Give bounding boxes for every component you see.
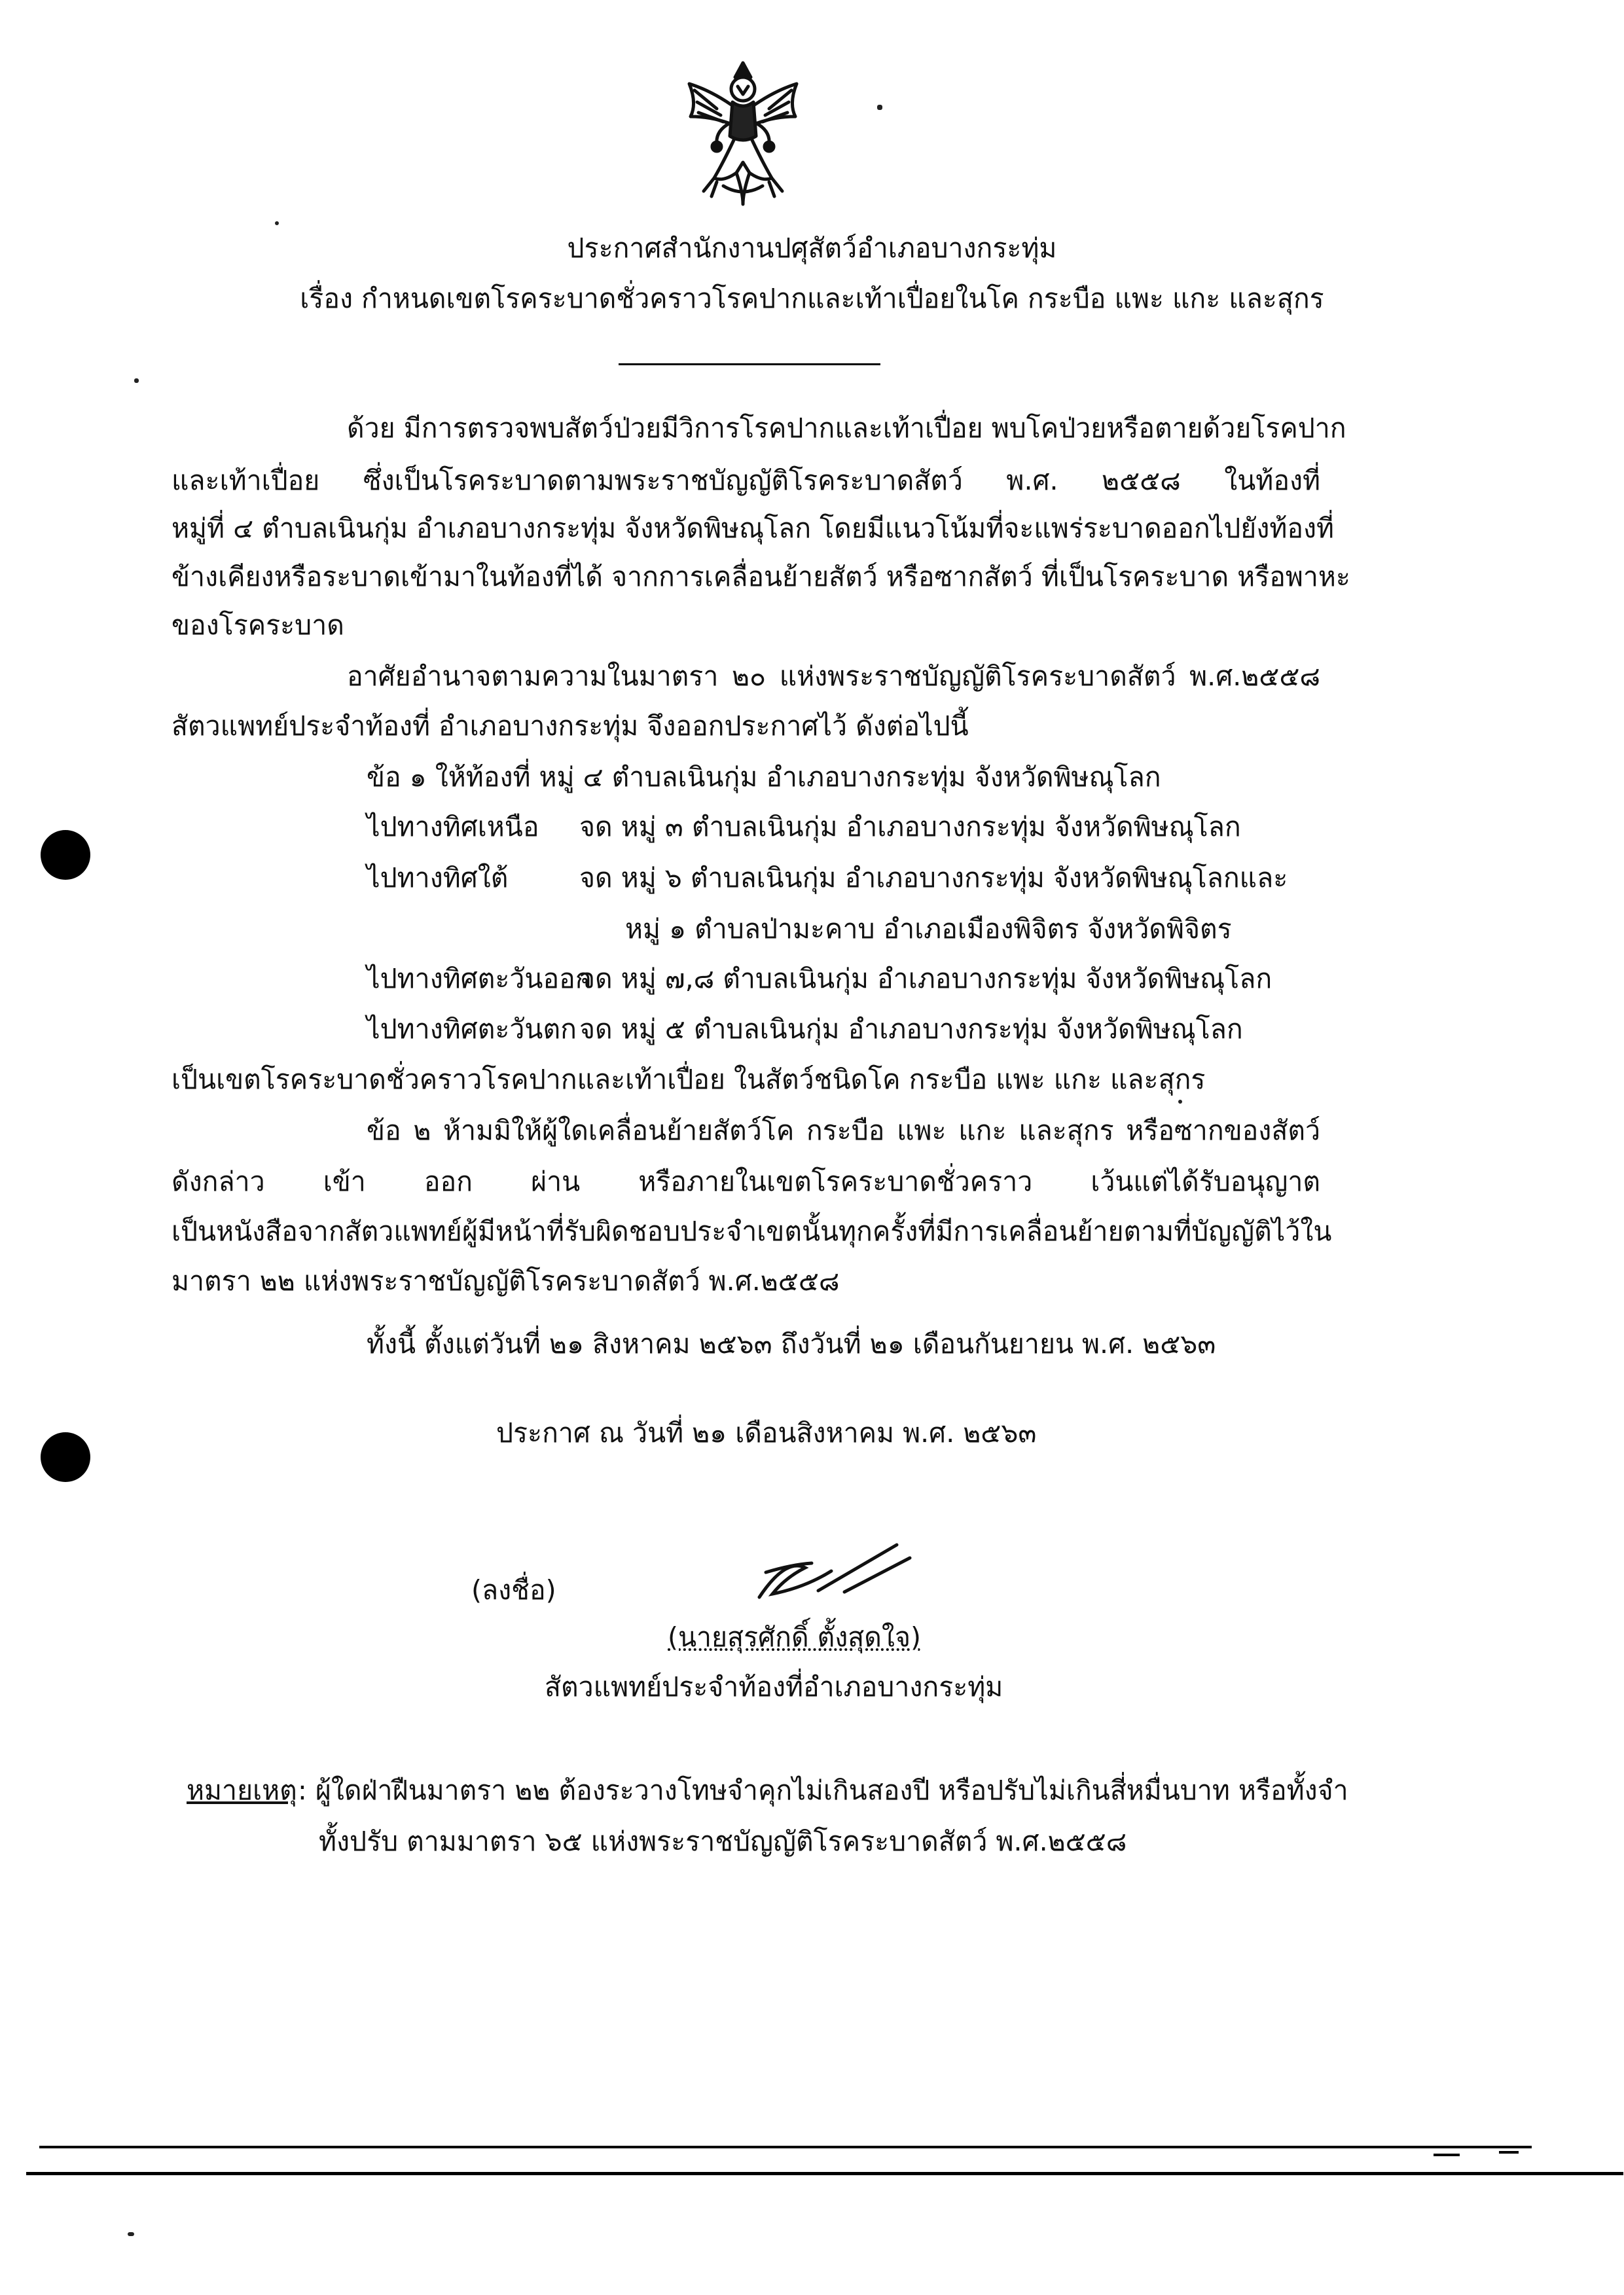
note-label: หมายเหตุ <box>187 1775 297 1806</box>
announcement-subject: เรื่อง กำหนดเขตโรคระบาดชั่วคราวโรคปากและเท้าเปื่อยในโค กระบือ แพะ แกะ และสุกร <box>300 283 1324 314</box>
punch-hole-bottom <box>41 1432 90 1482</box>
clause2-line-4: มาตรา ๒๒ แห่งพระราชบัญญัติโรคระบาดสัตว์ พ.ศ.๒๕๕๘ <box>171 1265 840 1297</box>
clause2-line-1: ข้อ ๒ ห้ามมิให้ผู้ใดเคลื่อนย้ายสัตว์โค กระบือ แพะ แกะ และสุกร หรือซากของสัตว์ <box>367 1115 1320 1146</box>
intro-line-4: ข้างเคียงหรือระบาดเข้ามาในท้องที่ได้ จากการเคลื่อนย้ายสัตว์ หรือซากสัตว์ ที่เป็นโรคระบาด หรือพาหะ <box>171 561 1350 592</box>
scan-dash-2 <box>1499 2151 1519 2154</box>
intro-line-1: ด้วย มีการตรวจพบสัตว์ป่วยมีวิการโรคปากและเท้าเปื่อย พบโคป่วยหรือตายด้วยโรคปาก <box>347 412 1346 444</box>
south-boundary-text: จด หมู่ ๖ ตำบลเนินกุ่ม อำเภอบางกระทุ่ม จังหวัดพิษณุโลกและ <box>579 862 1288 894</box>
announcement-title: ประกาศสำนักงานปศุสัตว์อำเภอบางกระทุ่ม <box>567 232 1057 264</box>
authority-line-1: อาศัยอำนาจตามความในมาตรา ๒๐ แห่งพระราชบัญญัติโรคระบาดสัตว์ พ.ศ.๒๕๕๘ <box>347 660 1320 692</box>
note-line-2: ทั้งปรับ ตามมาตรา ๖๕ แห่งพระราชบัญญัติโรคระบาดสัตว์ พ.ศ.๒๕๕๘ <box>319 1826 1127 1857</box>
effective-period: ทั้งนี้ ตั้งแต่วันที่ ๒๑ สิงหาคม ๒๕๖๓ ถึงวันที่ ๒๑ เดือนกันยายน พ.ศ. ๒๕๖๓ <box>367 1328 1216 1360</box>
intro-line-5: ของโรคระบาด <box>171 609 344 641</box>
speck <box>128 2232 134 2236</box>
garuda-emblem-icon <box>677 58 808 208</box>
sign-label: (ลงชื่อ) <box>471 1574 556 1606</box>
east-boundary-label: ไปทางทิศตะวันออก <box>367 963 592 994</box>
signer-position: สัตวแพทย์ประจำท้องที่อำเภอบางกระทุ่ม <box>545 1671 1003 1703</box>
east-boundary-text: จด หมู่ ๗,๘ ตำบลเนินกุ่ม อำเภอบางกระทุ่ม จังหวัดพิษณุโลก <box>579 963 1272 994</box>
authority-line-2: สัตวแพทย์ประจำท้องที่ อำเภอบางกระทุ่ม จึงออกประกาศไว้ ดังต่อไปนี้ <box>171 710 969 742</box>
title-divider <box>619 363 880 365</box>
speck <box>877 105 882 110</box>
speck <box>1178 1100 1182 1104</box>
scan-line-upper <box>39 2146 1532 2148</box>
speck <box>134 378 139 383</box>
south-boundary-text-2: หมู่ ๑ ตำบลป่ามะคาบ อำเภอเมืองพิจิตร จังหวัดพิจิตร <box>625 913 1232 945</box>
signer-name: (นายสุรศักดิ์ ตั้งสุดใจ) <box>668 1621 921 1653</box>
clause2-line-3: เป็นหนังสือจากสัตวแพทย์ผู้มีหน้าที่รับผิดชอบประจำเขตนั้นทุกครั้งที่มีการเคลื่อนย้ายตามที่บัญญัติไว้ใน <box>171 1216 1332 1247</box>
intro-line-3: หมู่ที่ ๔ ตำบลเนินกุ่ม อำเภอบางกระทุ่ม จังหวัดพิษณุโลก โดยมีแนวโน้มที่จะแพร่ระบาดออกไปยังท้องที่ <box>171 513 1335 544</box>
scan-line-lower <box>26 2172 1623 2175</box>
west-boundary-label: ไปทางทิศตะวันตก <box>367 1013 577 1045</box>
signature-mark <box>746 1532 916 1610</box>
punch-hole-top <box>41 830 90 880</box>
announcement-date: ประกาศ ณ วันที่ ๒๑ เดือนสิงหาคม พ.ศ. ๒๕๖๓ <box>496 1417 1037 1449</box>
west-boundary-text: จด หมู่ ๕ ตำบลเนินกุ่ม อำเภอบางกระทุ่ม จังหวัดพิษณุโลก <box>579 1013 1243 1045</box>
note-line-1: : ผู้ใดฝ่าฝืนมาตรา ๒๒ ต้องระวางโทษจำคุกไม่เกินสองปี หรือปรับไม่เกินสี่หมื่นบาท หรือทั้งจำ <box>298 1775 1348 1806</box>
clause1-heading: ข้อ ๑ ให้ท้องที่ หมู่ ๔ ตำบลเนินกุ่ม อำเภอบางกระทุ่ม จังหวัดพิษณุโลก <box>367 761 1161 793</box>
speck <box>275 221 279 225</box>
north-boundary-text: จด หมู่ ๓ ตำบลเนินกุ่ม อำเภอบางกระทุ่ม จังหวัดพิษณุโลก <box>579 811 1241 842</box>
south-boundary-label: ไปทางทิศใต้ <box>367 862 509 894</box>
clause1-closing: เป็นเขตโรคระบาดชั่วคราวโรคปากและเท้าเปื่อย ในสัตว์ชนิดโค กระบือ แพะ แกะ และสุกร <box>171 1064 1206 1095</box>
clause2-line-2: ดังกล่าว เข้า ออก ผ่าน หรือภายในเขตโรคระบาดชั่วคราว เว้นแต่ได้รับอนุญาต <box>171 1166 1320 1197</box>
scan-dash <box>1434 2154 1460 2156</box>
north-boundary-label: ไปทางทิศเหนือ <box>367 811 539 842</box>
intro-line-2: และเท้าเปื่อย ซึ่งเป็นโรคระบาดตามพระราชบัญญัติโรคระบาดสัตว์ พ.ศ. ๒๕๕๘ ในท้องที่ <box>171 465 1320 496</box>
